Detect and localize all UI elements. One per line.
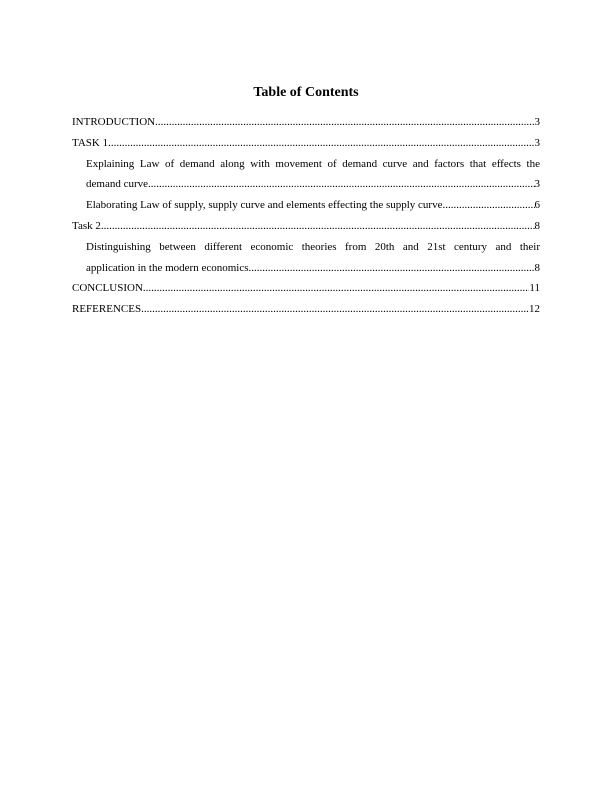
toc-entry-references[interactable] [72,299,540,320]
dot-leader [141,299,529,320]
toc-entry-law-of-supply[interactable] [72,195,540,216]
toc-page-number: 3 [534,178,540,191]
toc-entry-label: CONCLUSION [72,282,143,295]
dot-leader [148,174,535,195]
toc-entry-task-1[interactable] [72,133,540,154]
toc-page-number: 8 [534,261,540,274]
toc-title: Table of Contents [253,85,359,100]
dot-leader [101,216,535,237]
dot-leader [442,195,534,216]
dot-leader [249,258,535,279]
toc-entry-label-line2: application in the modern economics [86,261,249,274]
toc-entry-label-line2: demand curve [86,178,148,191]
toc-entry-label: REFERENCES [72,303,142,316]
toc-entry-label-line1: Explaining Law of demand along with movement of demand curve and factors that effects the [86,157,540,170]
table-of-contents [72,112,540,320]
toc-page-number: 12 [529,303,540,316]
dot-leader [155,112,534,133]
toc-page-number: 6 [534,199,540,212]
toc-entry-label: Task 2 [72,219,101,232]
dot-leader [143,278,530,299]
toc-entry-conclusion[interactable] [72,278,540,299]
toc-entry-label: INTRODUCTION [72,116,156,128]
toc-entry-label-line1: Distinguishing between different economic theories from 20th and 21st century and their [86,240,540,253]
toc-entry-task-2[interactable] [72,216,540,237]
toc-entry-label: TASK 1 [72,136,109,149]
toc-entry-label: Elaborating Law of supply, supply curve and elements effecting the supply curve [86,199,443,212]
toc-page-number: 3 [534,136,540,149]
toc-entry-introduction[interactable] [72,112,540,133]
toc-page-number: 3 [534,116,540,128]
toc-entry-law-of-demand[interactable] [72,154,540,196]
dot-leader [108,133,534,154]
toc-entry-economic-theories[interactable] [72,237,540,279]
toc-page-number: 8 [534,219,540,232]
toc-page-number: 11 [529,282,540,295]
